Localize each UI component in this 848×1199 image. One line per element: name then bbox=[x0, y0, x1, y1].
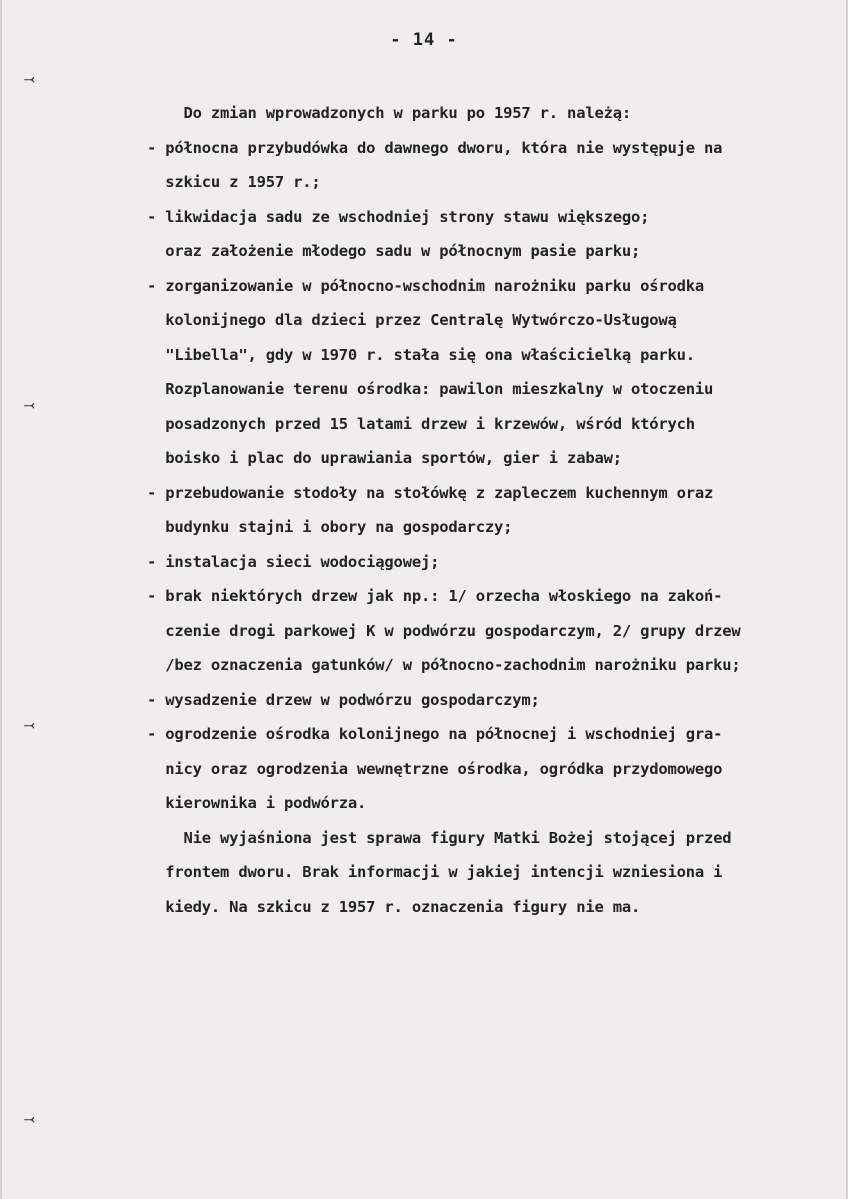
text-line: posadzonych przed 15 latami drzew i krzewów, wśród których bbox=[147, 414, 695, 433]
text-line: frontem dworu. Brak informacji w jakiej intencji wzniesiona i bbox=[147, 863, 723, 881]
text-line: Do zmian wprowadzonych w parku po 1957 r. należą: bbox=[147, 104, 631, 122]
text-line: - wysadzenie drzew w podwórzu gospodarczym; bbox=[147, 690, 540, 709]
binding-mark-icon: ⤙ bbox=[24, 1112, 35, 1127]
binding-mark-icon: ⤙ bbox=[24, 718, 35, 733]
binding-mark-icon: ⤙ bbox=[24, 398, 35, 413]
text-line: szkicu z 1957 r.; bbox=[147, 173, 321, 191]
text-line: nicy oraz ogrodzenia wewnętrzne ośrodka, ogródka przydomowego bbox=[147, 759, 723, 778]
text-line: budynku stajni i obory na gospodarczy; bbox=[147, 518, 513, 536]
text-line: oraz założenie młodego sadu w północnym pasie parku; bbox=[147, 242, 641, 260]
text-line: - likwidacja sadu ze wschodniej strony stawu większego; bbox=[147, 207, 650, 226]
text-line: - północna przybudówka do dawnego dworu, która nie występuje na bbox=[147, 138, 723, 157]
text-line: kiedy. Na szkicu z 1957 r. oznaczenia figury nie ma. bbox=[147, 897, 641, 916]
text-line: - ogrodzenie ośrodka kolonijnego na północnej i wschodniej gra- bbox=[147, 725, 723, 743]
text-line: Rozplanowanie terenu ośrodka: pawilon mieszkalny w otoczeniu bbox=[147, 380, 714, 398]
text-line: /bez oznaczenia gatunków/ w północno-zachodnim narożniku parku; bbox=[147, 656, 741, 674]
text-line: - instalacja sieci wodociągowej; bbox=[147, 552, 440, 571]
text-line: boisko i plac do uprawiania sportów, gier i zabaw; bbox=[147, 449, 622, 467]
text-line: "Libella", gdy w 1970 r. stała się ona właścicielką parku. bbox=[147, 345, 695, 364]
text-line: - przebudowanie stodoły na stołówkę z zapleczem kuchennym oraz bbox=[147, 483, 714, 502]
typed-body-text bbox=[147, 96, 822, 924]
text-line: kolonijnego dla dzieci przez Centralę Wytwórczo-Usługową bbox=[147, 311, 677, 329]
text-line: Nie wyjaśniona jest sprawa figury Matki Bożej stojącej przed bbox=[147, 828, 732, 847]
text-line: czenie drogi parkowej K w podwórzu gospodarczym, 2/ grupy drzew bbox=[147, 621, 741, 640]
page-number: - 14 - bbox=[390, 30, 458, 50]
binding-mark-icon: ⤙ bbox=[24, 72, 35, 87]
text-line: kierownika i podwórza. bbox=[147, 794, 367, 812]
text-line: - brak niektórych drzew jak np.: 1/ orzecha włoskiego na zakoń- bbox=[147, 587, 723, 605]
text-line: - zorganizowanie w północno-wschodnim narożniku parku ośrodka bbox=[147, 276, 705, 295]
